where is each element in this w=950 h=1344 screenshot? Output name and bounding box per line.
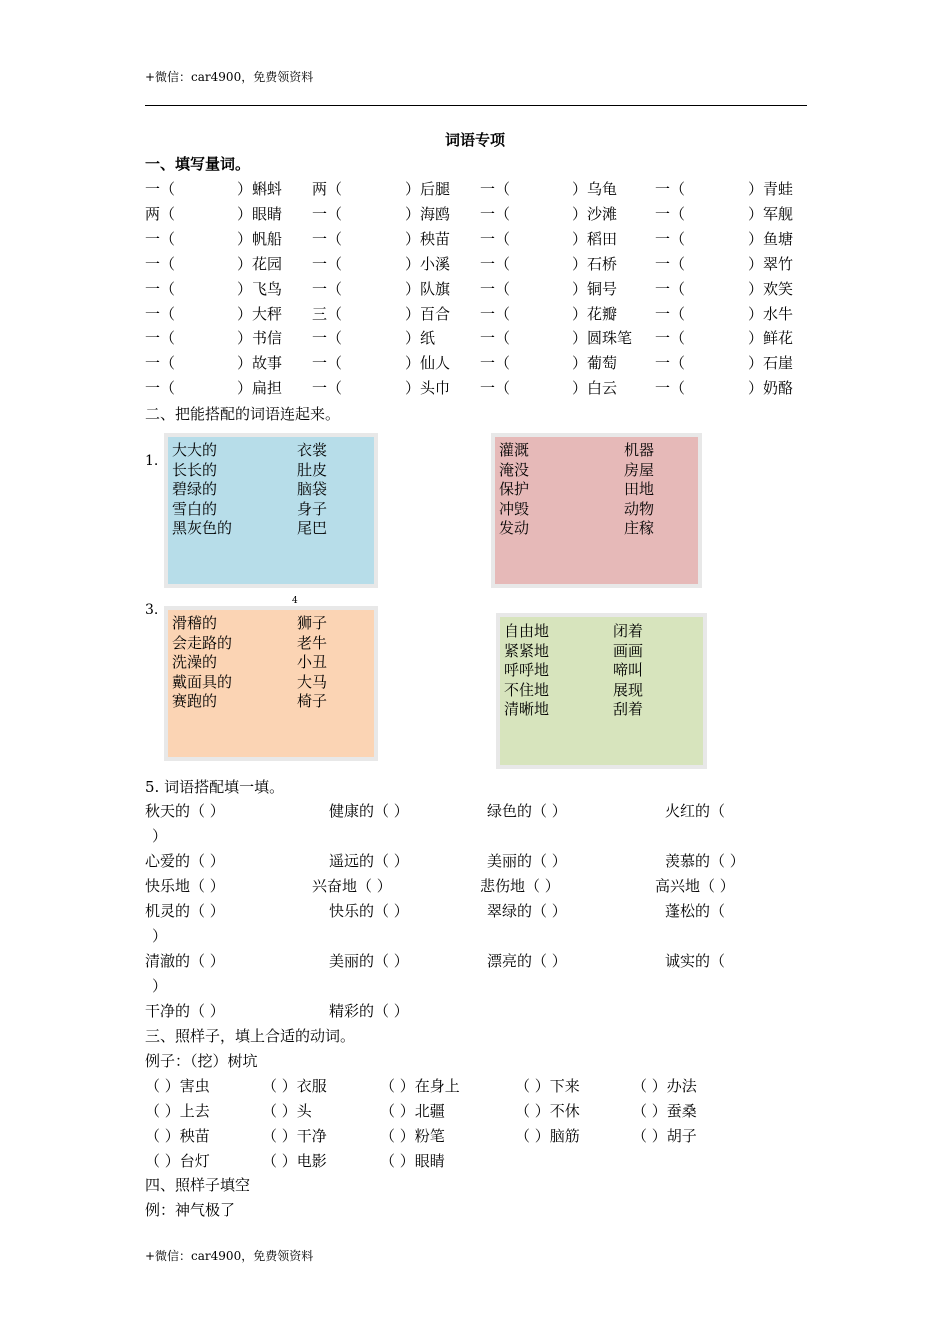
collocation-item: 精彩的（ ） <box>329 1002 409 1020</box>
measure-word-noun: ）翠竹 <box>748 254 794 273</box>
measure-word-prefix: 一（ <box>312 254 343 273</box>
matching-word-left: 黑灰色的 <box>172 519 233 537</box>
matching-word-right: 椅子 <box>297 692 328 710</box>
measure-word-noun: ）水牛 <box>748 304 794 323</box>
verb-fill-item: （ ）办法 <box>632 1077 697 1095</box>
measure-word-noun: ）头巾 <box>405 379 451 398</box>
measure-word-noun: ）白云 <box>572 379 618 398</box>
measure-word-prefix: 一（ <box>655 304 686 323</box>
verb-fill-item: （ ）上去 <box>145 1102 210 1120</box>
collocation-item: 秋天的（ ） <box>145 802 225 820</box>
measure-word-prefix: 一（ <box>145 304 176 323</box>
collocation-item: 兴奋地（ ） <box>312 877 392 895</box>
collocation-item: 悲伤地（ ） <box>480 877 560 895</box>
measure-word-prefix: 一（ <box>145 254 176 273</box>
measure-word-prefix: 一（ <box>655 180 686 198</box>
section3-example: 例子：（挖）树坑 <box>145 1052 258 1070</box>
matching-word-left: 紧紧地 <box>504 641 550 660</box>
matching-box-1 <box>168 437 374 584</box>
measure-word-prefix: 一（ <box>480 254 511 273</box>
measure-word-prefix: 一（ <box>312 329 343 348</box>
measure-word-prefix: 两（ <box>145 204 176 223</box>
measure-word-prefix: 一（ <box>145 329 176 348</box>
measure-word-prefix: 一（ <box>312 204 343 223</box>
stray-mark: 4 <box>292 596 298 606</box>
measure-word-prefix: 三（ <box>312 304 343 323</box>
matching-word-right: 肚皮 <box>297 460 328 479</box>
collocation-item: 诚实的（ <box>665 952 726 970</box>
verb-fill-item: （ ）衣服 <box>262 1077 327 1095</box>
measure-word-prefix: 一（ <box>480 204 511 223</box>
measure-word-noun: ）海鸥 <box>405 204 451 223</box>
measure-word-noun: ）铜号 <box>572 279 618 298</box>
collocation-item: 心爱的（ ） <box>145 852 225 870</box>
measure-word-prefix: 一（ <box>312 379 343 398</box>
page-header: +微信：car4900，免费领资料 <box>145 70 314 84</box>
matching-word-right: 画画 <box>613 641 644 660</box>
item-number-1: 1. <box>145 453 159 469</box>
verb-fill-item: （ ）下来 <box>515 1077 580 1095</box>
measure-word-prefix: 一（ <box>145 379 176 398</box>
collocation-item: ） <box>152 927 168 945</box>
measure-word-noun: ）飞鸟 <box>237 279 283 298</box>
matching-word-left: 清晰地 <box>504 700 550 718</box>
measure-word-noun: ）花瓣 <box>572 304 618 323</box>
matching-box-2 <box>495 437 698 584</box>
matching-word-left: 淹没 <box>499 460 530 479</box>
measure-word-noun: ）帆船 <box>237 229 283 248</box>
measure-word-noun: ）军舰 <box>748 204 794 223</box>
matching-word-right: 大马 <box>297 672 328 691</box>
measure-word-noun: ）后腿 <box>405 180 451 198</box>
collocation-item: 蓬松的（ <box>665 902 726 920</box>
measure-word-noun: ）葡萄 <box>572 354 618 373</box>
matching-word-right: 脑袋 <box>297 480 328 498</box>
matching-word-left: 滑稽的 <box>172 614 218 632</box>
measure-word-prefix: 一（ <box>655 204 686 223</box>
section5-heading: 5. 词语搭配填一填。 <box>145 778 285 796</box>
verb-fill-item: （ ）不休 <box>515 1102 580 1120</box>
verb-fill-item: （ ）头 <box>262 1102 312 1120</box>
matching-word-left: 保护 <box>499 480 530 498</box>
matching-word-right: 狮子 <box>297 614 328 632</box>
measure-word-prefix: 一（ <box>655 229 686 248</box>
page-footer: +微信：car4900，免费领资料 <box>145 1249 314 1263</box>
verb-fill-item: （ ）胡子 <box>632 1127 697 1145</box>
matching-word-left: 冲毁 <box>499 499 530 518</box>
measure-word-noun: ）纸 <box>405 329 436 348</box>
matching-word-right: 衣裳 <box>297 441 328 459</box>
header-rule <box>145 105 807 106</box>
matching-word-left: 呼呼地 <box>504 661 550 679</box>
measure-word-prefix: 一（ <box>480 279 511 298</box>
collocation-item: 翠绿的（ ） <box>487 902 567 920</box>
measure-word-prefix: 两（ <box>312 180 343 198</box>
measure-word-prefix: 一（ <box>655 329 686 348</box>
measure-word-noun: ）小溪 <box>405 254 451 273</box>
verb-fill-item: （ ）秧苗 <box>145 1127 210 1145</box>
matching-word-left: 自由地 <box>504 622 550 640</box>
measure-word-noun: ）圆珠笔 <box>572 329 633 348</box>
measure-word-noun: ）大秤 <box>237 304 283 323</box>
matching-word-left: 会走路的 <box>172 633 233 652</box>
collocation-item: 健康的（ ） <box>329 802 409 820</box>
matching-word-left: 灌溉 <box>499 441 530 459</box>
measure-word-prefix: 一（ <box>480 379 511 398</box>
measure-word-prefix: 一（ <box>480 354 511 373</box>
matching-word-right: 老牛 <box>297 633 328 652</box>
matching-word-left: 雪白的 <box>172 499 218 518</box>
verb-fill-item: （ ）北疆 <box>380 1102 445 1120</box>
matching-word-left: 不住地 <box>504 680 550 699</box>
measure-word-noun: ）仙人 <box>405 354 451 373</box>
measure-word-prefix: 一（ <box>145 279 176 298</box>
measure-word-prefix: 一（ <box>480 180 511 198</box>
measure-word-prefix: 一（ <box>145 354 176 373</box>
verb-fill-item: （ ）眼睛 <box>380 1152 445 1170</box>
collocation-item: 机灵的（ ） <box>145 902 225 920</box>
verb-fill-item: （ ）蚕桑 <box>632 1102 697 1120</box>
measure-word-noun: ）蝌蚪 <box>237 180 283 198</box>
measure-word-noun: ）鲜花 <box>748 329 794 348</box>
collocation-item: 快乐的（ ） <box>329 902 409 920</box>
measure-word-prefix: 一（ <box>655 379 686 398</box>
matching-word-right: 机器 <box>624 441 655 459</box>
measure-word-noun: ）沙滩 <box>572 204 618 223</box>
measure-word-noun: ）故事 <box>237 354 283 373</box>
measure-word-noun: ）奶酪 <box>748 379 794 398</box>
verb-fill-item: （ ）台灯 <box>145 1152 210 1170</box>
item-number-3: 3. <box>145 602 159 618</box>
matching-word-right: 闭着 <box>613 622 644 640</box>
collocation-item: ） <box>152 977 168 995</box>
verb-fill-item: （ ）脑筋 <box>515 1127 580 1145</box>
measure-word-noun: ）乌龟 <box>572 180 618 198</box>
collocation-item: 干净的（ ） <box>145 1002 225 1020</box>
collocation-item: 绿色的（ ） <box>487 802 567 820</box>
verb-fill-item: （ ）电影 <box>262 1152 327 1170</box>
measure-word-prefix: 一（ <box>655 254 686 273</box>
collocation-item: 清澈的（ ） <box>145 952 225 970</box>
matching-word-right: 刮着 <box>613 700 644 718</box>
verb-fill-item: （ ）干净 <box>262 1127 327 1145</box>
measure-word-prefix: 一（ <box>480 329 511 348</box>
matching-word-right: 田地 <box>624 480 655 498</box>
measure-word-noun: ）欢笑 <box>748 279 794 298</box>
measure-word-noun: ）队旗 <box>405 279 451 298</box>
matching-word-left: 长长的 <box>172 460 218 479</box>
verb-fill-item: （ ）粉笔 <box>380 1127 445 1145</box>
measure-word-prefix: 一（ <box>312 354 343 373</box>
matching-word-left: 大大的 <box>172 441 218 459</box>
matching-word-right: 动物 <box>624 499 655 518</box>
section4-heading: 四、照样子填空 <box>145 1176 251 1194</box>
measure-word-prefix: 一（ <box>145 180 176 198</box>
section1-heading: 一、填写量词。 <box>145 155 251 173</box>
measure-word-prefix: 一（ <box>145 229 176 248</box>
measure-word-prefix: 一（ <box>655 279 686 298</box>
matching-word-right: 房屋 <box>624 460 655 479</box>
collocation-item: 高兴地（ ） <box>655 877 735 895</box>
collocation-item: 美丽的（ ） <box>487 852 567 870</box>
matching-word-left: 赛跑的 <box>172 692 218 710</box>
matching-word-left: 戴面具的 <box>172 672 233 691</box>
matching-word-right: 身子 <box>297 499 328 518</box>
measure-word-noun: ）眼睛 <box>237 204 283 223</box>
matching-word-right: 小丑 <box>297 653 328 671</box>
verb-fill-item: （ ）在身上 <box>380 1077 460 1095</box>
matching-word-left: 洗澡的 <box>172 653 218 671</box>
measure-word-noun: ）扁担 <box>237 379 283 398</box>
matching-word-left: 碧绿的 <box>172 480 218 498</box>
measure-word-noun: ）百合 <box>405 304 451 323</box>
measure-word-prefix: 一（ <box>312 279 343 298</box>
measure-word-noun: ）稻田 <box>572 229 618 248</box>
measure-word-noun: ）花园 <box>237 254 283 273</box>
measure-word-noun: ）书信 <box>237 329 283 348</box>
document-title: 词语专项 <box>444 131 505 149</box>
collocation-item: 快乐地（ ） <box>145 877 225 895</box>
matching-word-left: 发动 <box>499 519 530 537</box>
collocation-item: 漂亮的（ ） <box>487 952 567 970</box>
matching-word-right: 啼叫 <box>613 661 644 679</box>
matching-word-right: 尾巴 <box>297 519 328 537</box>
measure-word-prefix: 一（ <box>480 229 511 248</box>
verb-fill-item: （ ）害虫 <box>145 1077 210 1095</box>
measure-word-prefix: 一（ <box>312 229 343 248</box>
measure-word-prefix: 一（ <box>480 304 511 323</box>
measure-word-noun: ）鱼塘 <box>748 229 794 248</box>
section2-heading: 二、把能搭配的词语连起来。 <box>145 405 341 423</box>
matching-box-4 <box>500 617 703 765</box>
collocation-item: ） <box>152 827 168 845</box>
measure-word-noun: ）石桥 <box>572 254 618 273</box>
measure-word-noun: ）石崖 <box>748 354 794 373</box>
section4-example: 例：神气极了 <box>145 1201 236 1219</box>
measure-word-noun: ）青蛙 <box>748 180 794 198</box>
measure-word-noun: ）秧苗 <box>405 229 451 248</box>
collocation-item: 羡慕的（ ） <box>665 852 745 870</box>
section3-heading: 三、照样子，填上合适的动词。 <box>145 1027 356 1045</box>
measure-word-prefix: 一（ <box>655 354 686 373</box>
collocation-item: 美丽的（ ） <box>329 952 409 970</box>
matching-word-right: 展现 <box>613 680 644 699</box>
collocation-item: 火红的（ <box>665 802 726 820</box>
collocation-item: 遥远的（ ） <box>329 852 409 870</box>
matching-box-3 <box>168 610 374 757</box>
matching-word-right: 庄稼 <box>624 519 655 537</box>
